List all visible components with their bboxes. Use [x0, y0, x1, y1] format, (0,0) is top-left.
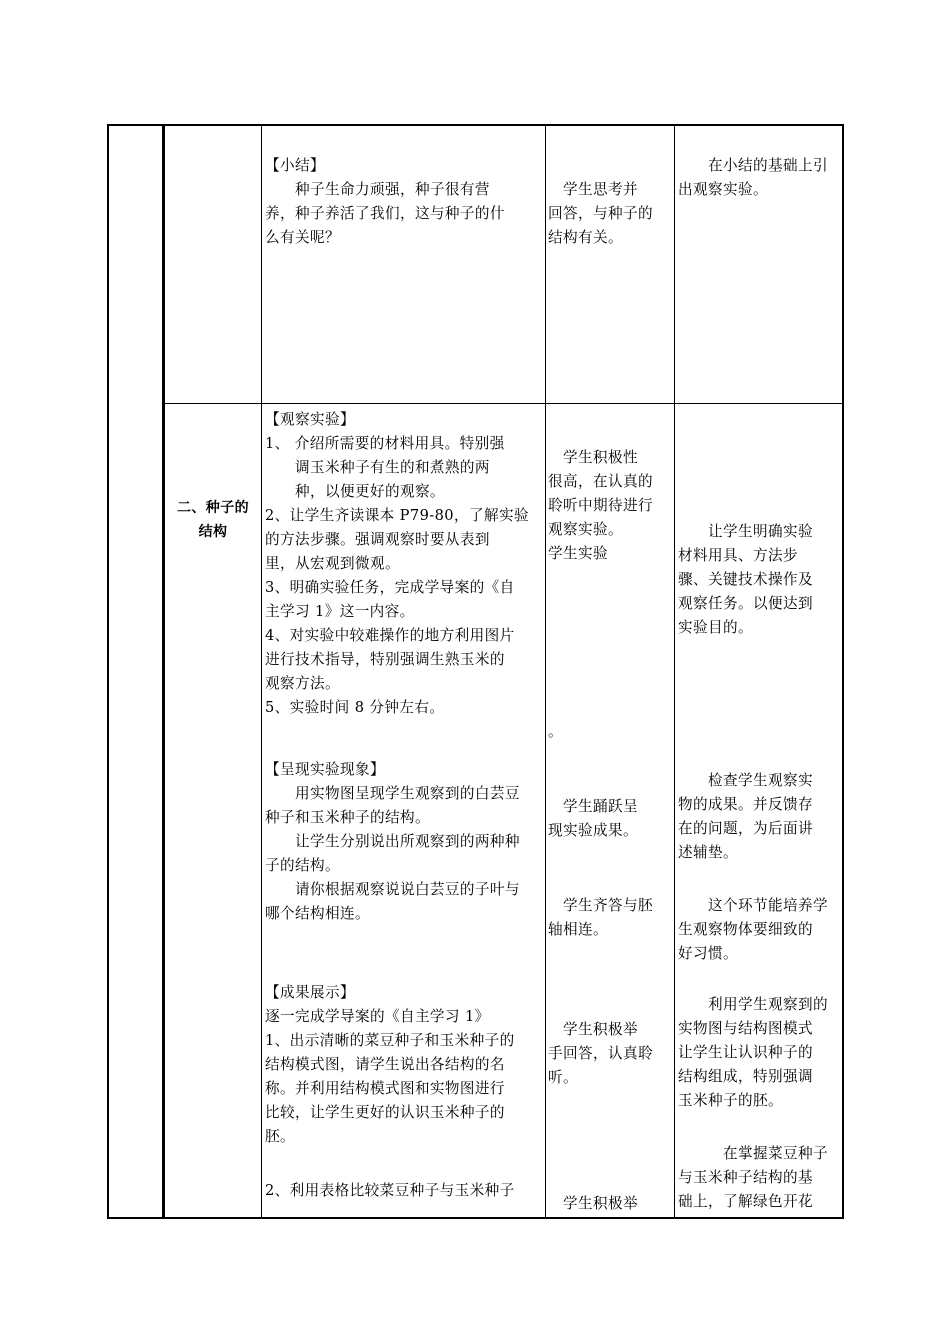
intent-text-line: 在小结的基础上引: [678, 157, 828, 174]
summary-intent-cell: [678, 154, 842, 202]
present-line: 请你根据观察说说白芸豆的子叶与: [265, 881, 520, 898]
summary-heading: 【小结】: [265, 157, 325, 174]
table-compare-block: [265, 1179, 545, 1203]
observe-line: 调玉米种子有生的和煮熟的两: [265, 459, 490, 476]
student-text-line: 手回答，认真聆: [548, 1045, 653, 1062]
section-title-line: 二、种子的: [177, 500, 249, 516]
intent-text-line: 检查学生观察实: [678, 772, 813, 789]
show-line: 胚。: [265, 1128, 295, 1145]
intent-text-line: 材料用具、方法步: [678, 547, 798, 564]
column-divider-3: [545, 124, 546, 1219]
present-line: 种子和玉米种子的结构。: [265, 809, 430, 826]
intent-text-line: 述辅垫。: [678, 844, 738, 861]
intent-table-cell: [678, 1142, 842, 1214]
student-text-line: 听。: [548, 1069, 578, 1086]
intent-text-line: 骤、关键技术操作及: [678, 571, 813, 588]
summary-text-line: 种子生命力顽强，种子很有营: [265, 181, 490, 198]
intent-text-line: 生观察物体要细致的: [678, 921, 813, 938]
observe-line: 的方法步骤。强调观察时要从表到: [265, 531, 490, 548]
intent-text-line: 出观察实验。: [678, 181, 768, 198]
intent-present-cell: [678, 769, 842, 865]
present-line: 子的结构。: [265, 857, 340, 874]
results-show-block: [265, 981, 545, 1149]
present-phenomena-block: [265, 758, 545, 926]
intent-text-line: 观察任务。以便达到: [678, 595, 813, 612]
intent-text-line: 实验目的。: [678, 619, 753, 636]
intent-text-line: 物的成果。并反馈存: [678, 796, 813, 813]
section-title: [165, 496, 261, 544]
student-dot: 。: [548, 723, 563, 740]
intent-text-line: 在的问题，为后面讲: [678, 820, 813, 837]
column-divider-4: [674, 124, 675, 1219]
student-text-line: 结构有关。: [548, 229, 623, 246]
observe-line: 里，从宏观到微观。: [265, 555, 400, 572]
student-text-line: 学生积极举: [548, 1021, 638, 1038]
summary-content-cell: [265, 154, 545, 250]
observe-line: 主学习 1》这一内容。: [265, 603, 415, 620]
intent-text-line: 实物图与结构图模式: [678, 1020, 813, 1037]
student-observe-cell: [548, 446, 673, 566]
show-heading: 【成果展示】: [265, 984, 355, 1001]
student-text-line: 聆听中期待进行: [548, 497, 653, 514]
observe-heading: 【观察实验】: [265, 411, 355, 428]
table-border-top: [107, 124, 844, 126]
show-line: 结构模式图，请学生说出各结构的名: [265, 1056, 505, 1073]
intent-text-line: 玉米种子的胚。: [678, 1092, 783, 1109]
show-line: 比较，让学生更好的认识玉米种子的: [265, 1104, 505, 1121]
observe-line: 1、 介绍所需要的材料用具。特别强: [265, 435, 505, 452]
table-border-left: [107, 124, 109, 1219]
observe-line: 2、让学生齐读课本 P79-80，了解实验: [265, 507, 529, 524]
student-text-line: 回答，与种子的: [548, 205, 653, 222]
student-text-line: 学生思考并: [548, 181, 638, 198]
intent-text-line: 与玉米种子结构的基: [678, 1169, 813, 1186]
student-text-line: 轴相连。: [548, 921, 608, 938]
student-text-line: 学生踊跃呈: [548, 798, 638, 815]
summary-text-line: 养，种子养活了我们，这与种子的什: [265, 205, 505, 222]
observe-line: 观察方法。: [265, 675, 340, 692]
student-text-line: 学生实验: [548, 545, 608, 562]
table-border-right: [842, 124, 844, 1219]
observe-line: 进行技术指导，特别强调生熟玉米的: [265, 651, 505, 668]
present-line: 哪个结构相连。: [265, 905, 370, 922]
show-line: 逐一完成学导案的《自主学习 1》: [265, 1008, 490, 1025]
intent-habit-cell: [678, 894, 842, 966]
table-border-bottom: [107, 1217, 844, 1219]
student-answer-cell: [548, 894, 673, 942]
intent-text-line: 好习惯。: [678, 945, 738, 962]
column-divider-1: [162, 124, 165, 1219]
row-divider: [162, 403, 844, 404]
present-heading: 【呈现实验现象】: [265, 761, 385, 778]
student-table-cell: [548, 1192, 673, 1216]
intent-text-line: 这个环节能培养学: [678, 897, 828, 914]
show-line: 1、出示清晰的菜豆种子和玉米种子的: [265, 1032, 515, 1049]
intent-text-line: 结构组成，特别强调: [678, 1068, 813, 1085]
summary-text-line: 么有关呢？: [265, 229, 340, 246]
student-text-line: 观察实验。: [548, 521, 623, 538]
observe-line: 种，以便更好的观察。: [265, 483, 445, 500]
student-show-cell: [548, 1018, 673, 1090]
observe-line: 5、实验时间 8 分钟左右。: [265, 699, 445, 716]
intent-text-line: 础上，了解绿色开花: [678, 1193, 813, 1210]
intent-text-line: 让学生明确实验: [678, 523, 813, 540]
intent-text-line: 让学生让认识种子的: [678, 1044, 813, 1061]
student-text-line: 学生积极举: [548, 1195, 638, 1212]
summary-student-cell: [548, 178, 673, 250]
student-present-cell: [548, 795, 673, 843]
present-line: 让学生分别说出所观察到的两种种: [265, 833, 520, 850]
present-line: 用实物图呈现学生观察到的白芸豆: [265, 785, 520, 802]
student-text-line: 现实验成果。: [548, 822, 638, 839]
section-title-line: 结构: [198, 524, 228, 540]
intent-show-cell: [678, 993, 842, 1113]
observe-experiment-block: [265, 408, 545, 720]
table-compare-line: 2、利用表格比较菜豆种子与玉米种子: [265, 1182, 515, 1199]
intent-text-line: 利用学生观察到的: [678, 996, 828, 1013]
observe-line: 4、对实验中较难操作的地方利用图片: [265, 627, 515, 644]
show-line: 称。并利用结构模式图和实物图进行: [265, 1080, 505, 1097]
student-text-line: 很高，在认真的: [548, 473, 653, 490]
intent-observe-cell: [678, 520, 842, 640]
student-text-line: 学生积极性: [548, 449, 638, 466]
student-text-line: 学生齐答与胚: [548, 897, 653, 914]
column-divider-2: [261, 124, 262, 1219]
intent-text-line: 在掌握菜豆种子: [678, 1145, 828, 1162]
observe-line: 3、明确实验任务，完成学导案的《自: [265, 579, 515, 596]
